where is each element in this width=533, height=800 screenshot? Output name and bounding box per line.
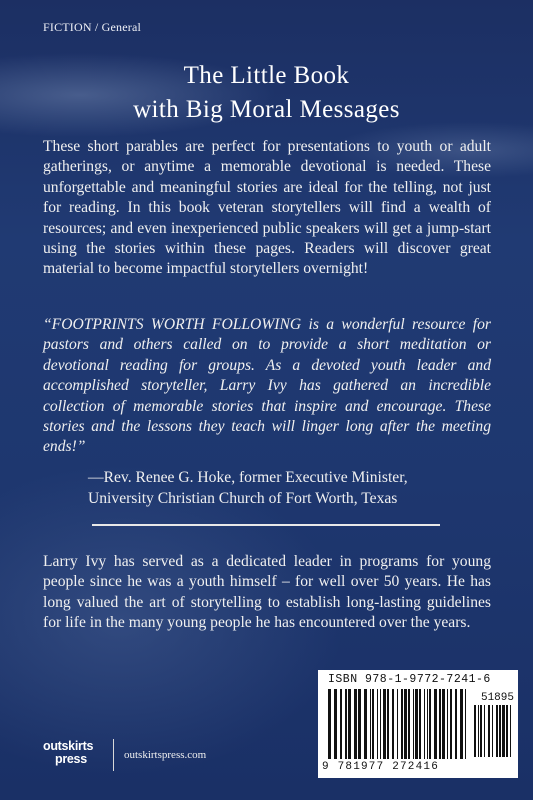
- publisher-logo-word-2: press: [55, 752, 87, 766]
- isbn-label: ISBN 978-1-9772-7241-6: [328, 673, 491, 686]
- barcode-price-code: 51895: [480, 692, 514, 704]
- isbn-barcode: [318, 670, 518, 778]
- publisher-separator: [113, 739, 114, 771]
- endorsement-quote: “FOOTPRINTS WORTH FOLLOWING is a wonderful resource for pastors and others called on to provide a short meditation or devotional reading for groups. As a devoted youth leader and accomplished storyteller, Larry Ivy has gathered an incredible collection of memorable stories that inspire and encourage. These stories and the lessons they teach will linger long after the meeting ends!”: [43, 316, 491, 456]
- title-line-2: with Big Moral Messages: [133, 96, 400, 123]
- barcode-bars-icon: [328, 689, 466, 759]
- author-bio: Larry Ivy has served as a dedicated leader in programs for young people since he was a youth himself – for well over 50 years. He has long valued the art of storytelling to establish long-lasting guidelines for life in the many young people he has encountered over the years.: [43, 553, 491, 632]
- divider-rule: [92, 524, 440, 526]
- endorsement-attribution-line-2: University Christian Church of Fort Worth, Texas: [88, 490, 398, 507]
- publisher-url: outskirtspress.com: [124, 749, 207, 761]
- barcode-digits: 9 781977 272416: [322, 761, 440, 773]
- publisher-logo: [43, 740, 109, 770]
- category-label: FICTION / General: [43, 20, 142, 34]
- title-line-1: The Little Book: [183, 62, 350, 89]
- publisher-logo-word-1: outskirts: [43, 739, 94, 753]
- publisher-block: [43, 738, 206, 772]
- book-description: These short parables are perfect for presentations to youth or adult gatherings, or anytime a memorable devotional is needed. These unforgettable and meaningful stories are ideal for the telling, not just for reading. In this book veteran storytellers will find a wealth of resources; and even inexperienced public speakers will get a jump-start using the stories within these pages. Readers will discover great material to become impactful storytellers overnight!: [43, 138, 491, 278]
- endorsement-attribution-line-1: —Rev. Renee G. Hoke, former Executive Minister,: [88, 469, 408, 486]
- price-barcode-bars-icon: [474, 705, 512, 757]
